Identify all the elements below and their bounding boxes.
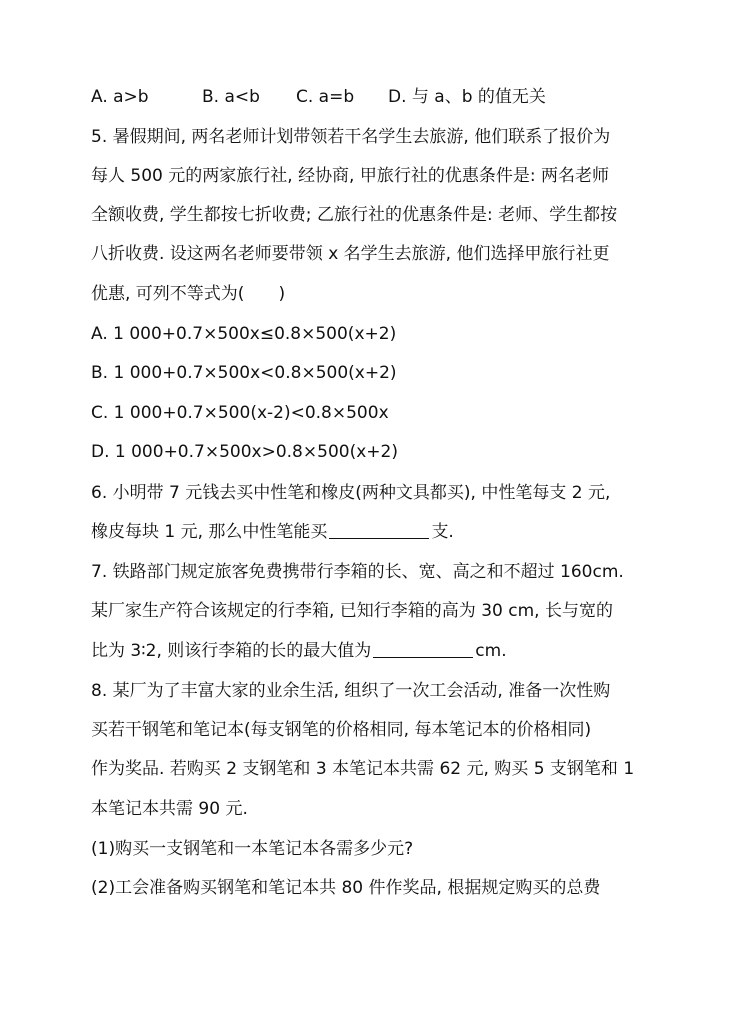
q7-text-line-3 (91, 640, 661, 662)
q8-text-line-4: 本笔记本共需 90 元. (91, 799, 248, 819)
q7-text-line-1: 7. 铁路部门规定旅客免费携带行李箱的长、宽、高之和不超过 160cm. (91, 562, 624, 582)
q6-text-line-1: 6. 小明带 7 元钱去买中性笔和橡皮(两种文具都买), 中性笔每支 2 元, (91, 483, 611, 503)
q6-answer-blank (329, 522, 429, 539)
q7-answer-blank (373, 641, 473, 658)
q5-option-a: A. 1 000+0.7×500x≤0.8×500(x+2) (91, 324, 397, 344)
q6-text-before-blank: 橡皮每块 1 元, 那么中性笔能买 (91, 522, 328, 542)
q8-sub-question-2: (2)工会准备购买钢笔和笔记本共 80 件作奖品, 根据规定购买的总费 (91, 878, 601, 898)
q5-text-line-1: 5. 暑假期间, 两名老师计划带领若干名学生去旅游, 他们联系了报价为 (91, 127, 611, 147)
q7-text-line-2: 某厂家生产符合该规定的行李箱, 已知行李箱的高为 30 cm, 长与宽的 (91, 601, 613, 621)
q6-text-line-2 (91, 521, 661, 543)
q5-text-line-2: 每人 500 元的两家旅行社, 经协商, 甲旅行社的优惠条件是: 两名老师 (91, 166, 610, 186)
q8-text-line-3: 作为奖品. 若购买 2 支钢笔和 3 本笔记本共需 62 元, 购买 5 支钢笔和 1 (91, 759, 635, 779)
q4-option-d: D. 与 a、b 的值无关 (388, 87, 546, 107)
q5-text-line-4: 八折收费. 设这两名老师要带领 x 名学生去旅游, 他们选择甲旅行社更 (91, 244, 610, 264)
q7-text-before-blank: 比为 3∶2, 则该行李箱的长的最大值为 (91, 641, 372, 661)
q5-option-d: D. 1 000+0.7×500x>0.8×500(x+2) (91, 442, 398, 462)
q5-option-c: C. 1 000+0.7×500(x-2)<0.8×500x (91, 403, 389, 423)
q8-sub-question-1: (1)购买一支钢笔和一本笔记本各需多少元? (91, 839, 414, 859)
q8-text-line-1: 8. 某厂为了丰富大家的业余生活, 组织了一次工会活动, 准备一次性购 (91, 681, 611, 701)
q5-text-line-3: 全额收费, 学生都按七折收费; 乙旅行社的优惠条件是: 老师、学生都按 (91, 205, 618, 225)
q8-text-line-2: 买若干钢笔和笔记本(每支钢笔的价格相同, 每本笔记本的价格相同) (91, 720, 592, 740)
q4-option-b: B. a<b (202, 87, 260, 107)
q5-text-line-5: 优惠, 可列不等式为( ) (91, 284, 286, 304)
q5-option-b: B. 1 000+0.7×500x<0.8×500(x+2) (91, 363, 397, 383)
q7-text-after-blank: cm. (475, 641, 507, 661)
q6-text-after-blank: 支. (431, 522, 454, 542)
q4-option-c: C. a=b (296, 87, 355, 107)
q4-option-a: A. a>b (91, 87, 149, 107)
